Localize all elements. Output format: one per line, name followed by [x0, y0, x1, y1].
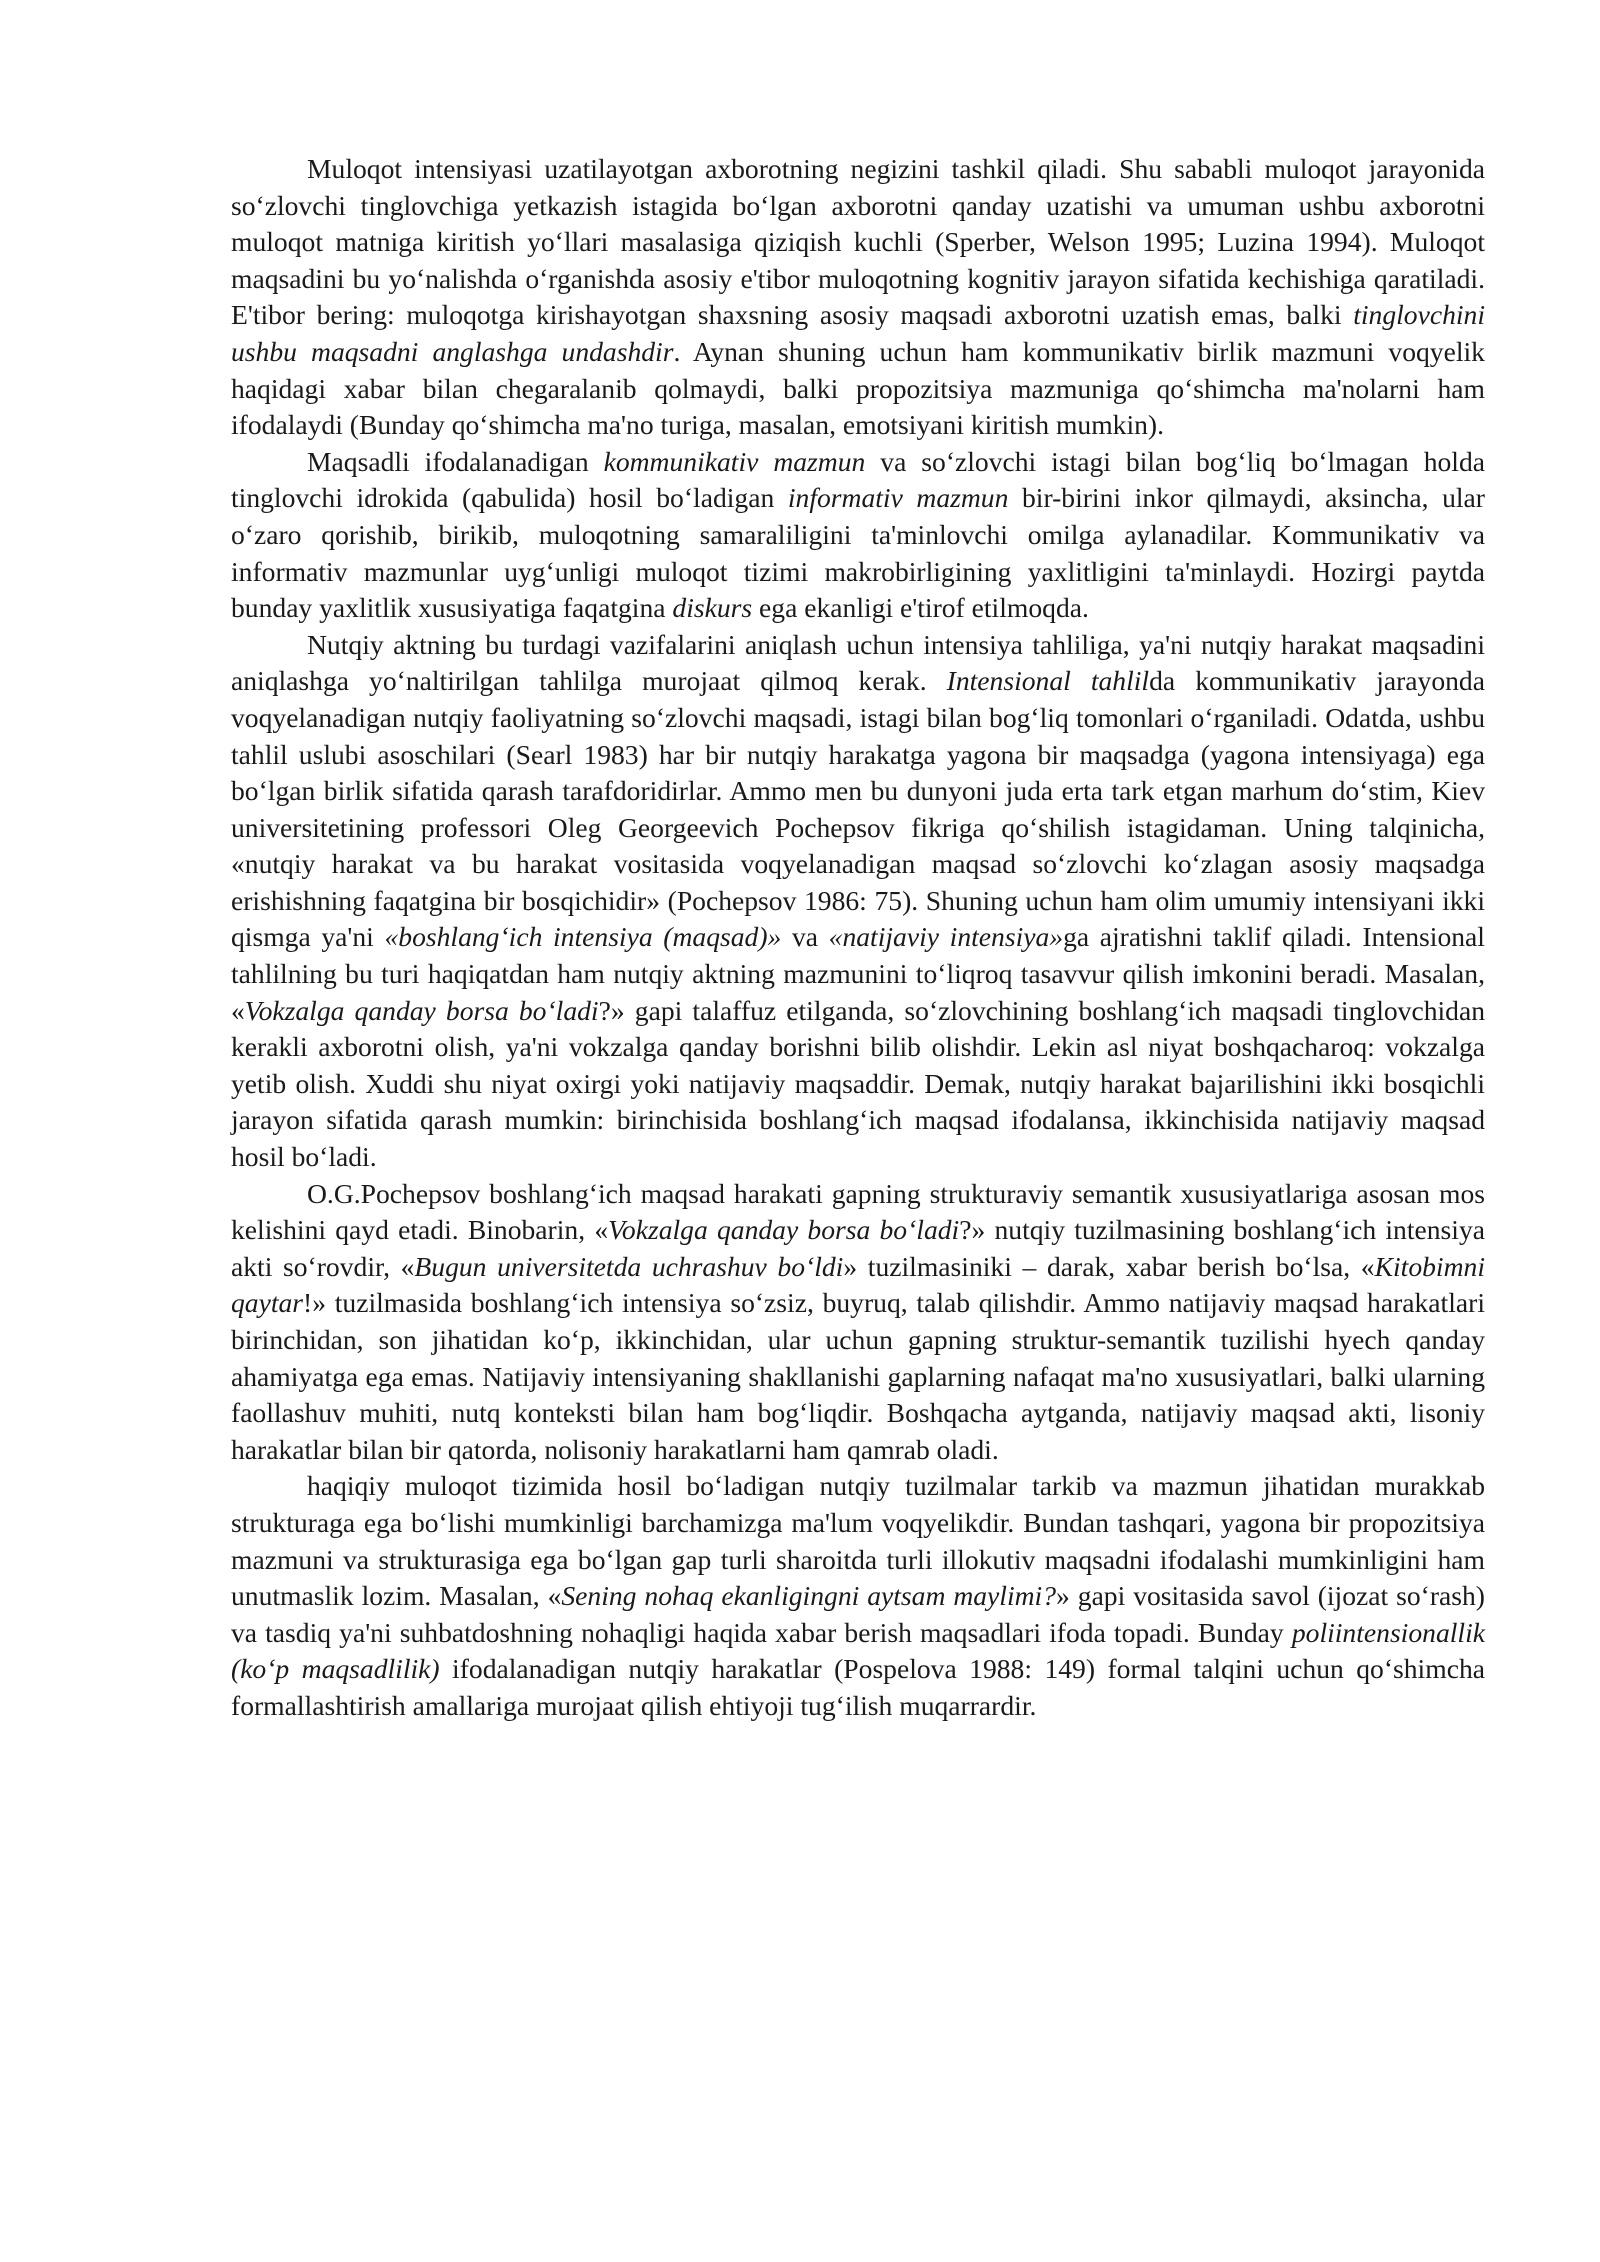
- text-run: » gapi vositasida savol (ijozat so‘rash) va tasdiq ya'ni suhbatdoshning nohaqligi haqida xabar berish maqsadlari ifoda topadi. Bunday: [231, 1580, 1485, 1648]
- italic-run: «natijaviy intensiya»: [828, 921, 1064, 953]
- paragraph-2: [231, 444, 1485, 627]
- text-run: haqiqiy muloqot tizimida hosil bo‘ladigan nutqiy tuzilmalar tarkib va mazmun jihatidan murakkab strukturaga ega bo‘lishi mumkinligi barchamizga ma'lum voqyelikdir. Bundan tashqari, yagona bir propozitsiya mazmuni va strukturasiga ega bo‘lgan gap turli sharoitda turli illokutiv maqsadni ifodalashi mumkinligini ham unutmaslik lozim. Masalan, «: [231, 1470, 1485, 1612]
- italic-run: Bugun universitetda uchrashuv bo‘ldi: [414, 1250, 844, 1282]
- paragraph-5: [231, 1468, 1485, 1724]
- italic-run: kommunikativ mazmun: [603, 445, 866, 477]
- text-run: » tuzilmasiniki – darak, xabar berish bo‘lsa, «: [843, 1250, 1375, 1282]
- paragraph-3: [231, 627, 1485, 1176]
- text-run: O.G.Pochepsov boshlang‘ich maqsad harakati gapning strukturaviy semantik xususiyatlariga asosan mos kelishini qayd etadi. Binobarin, «: [231, 1177, 1485, 1246]
- italic-run: informativ mazmun: [787, 482, 1009, 514]
- text-run: ?» gapi talaffuz etilganda, so‘zlovchining boshlang‘ich maqsadi tinglovchidan kerakli axborotni olish, ya'ni vokzalga qanday borishni bilib olishdir. Lekin asl niyat boshqacharoq: vokzalga yetib olish. Xuddi shu niyat oxirgi yoki natijaviy maqsaddir. Demak, nutqiy harakat bajarilishini ikki bosqichli jarayon sifatida qarash mumkin: birinchisida boshlang‘ich maqsad ifodalansa, ikkinchisida natijaviy maqsad hosil bo‘ladi.: [231, 994, 1486, 1173]
- text-run: da kommunikativ jarayonda voqyelanadigan nutqiy faoliyatning so‘zlovchi maqsadi, istagi bilan bog‘liq tomonlari o‘rganiladi. Odatda, ushbu tahlil uslubi asoschilari (Searl 1983) har bir nutqiy harakatga yagona bir maqsadga (yagona intensiyaga) ega bo‘lgan birlik sifatida qarash tarafdoridirlar. Ammo men bu dunyoni juda erta tark etgan marhum do‘stim, Kiev universitetining professori Oleg Georgeevich Pochepsov fikriga qo‘shilish istagidaman. Uning talqinicha, «nutqiy harakat va bu harakat vositasida voqyelanadigan maqsad so‘zlovchi ko‘zlagan asosiy maqsadga erishishning faqatgina bir bosqichidir» (Pochepsov 1986: 75). Shuning uchun ham olim umumiy intensiyani ikki qismga ya'ni: [231, 665, 1485, 953]
- italic-run: Vokzalga qanday borsa bo‘ladi: [608, 1214, 960, 1246]
- italic-run: poliintensionallik (ko‘p maqsadlilik): [231, 1616, 1485, 1685]
- italic-run: diskurs: [672, 592, 753, 624]
- text-run: bir-birini inkor qilmaydi, aksincha, ular o‘zaro qorishib, birikib, muloqotning samaraliligini ta'minlovchi omilga aylanadilar. Kommunikativ va informativ mazmunlar uyg‘unligi muloqot tizimi makrobirligining yaxlitligini ta'minlaydi. Hozirgi paytda bunday yaxlitlik xususiyatiga faqatgina: [231, 482, 1485, 624]
- text-run: . Aynan shuning uchun ham kommunikativ birlik mazmuni voqyelik haqidagi xabar bilan chegaralanib qolmaydi, balki propozitsiya mazmuniga qo‘shimcha ma'nolarni ham ifodalaydi (Bunday qo‘shimcha ma'no turiga, masalan, emotsiyani kiritish mumkin).: [231, 335, 1485, 441]
- text-run: ga ajratishni taklif qiladi. Intensional tahlilning bu turi haqiqatdan ham nutqiy aktning mazmunini to‘liqroq tasavvur qilish imkonini beradi. Masalan, «: [231, 921, 1485, 1026]
- italic-run: Kitobimni qaytar: [231, 1250, 1485, 1319]
- text-run: Muloqot intensiyasi uzatilayotgan axborotning negizini tashkil qiladi. Shu sababli muloqot jarayonida so‘zlovchi tinglovchiga yetkazish istagida bo‘lgan axborotni qanday uzatishi va umuman ushbu axborotni muloqot matniga kiritish yo‘llari masalasiga qiziqish kuchli (Sperber, Welson 1995; Luzina 1994). Muloqot maqsadini bu yo‘nalishda o‘rganishda asosiy e'tibor muloqotning kognitiv jarayon sifatida kechishiga qaratiladi. E'tibor bering: muloqotga kirishayotgan shaxsning asosiy maqsadi axborotni uzatish emas, balki: [231, 153, 1485, 331]
- text-run: ifodalanadigan nutqiy harakatlar (Pospelova 1988: 149) formal talqini uchun qo‘shimcha formallashtirish amallariga murojaat qilish ehtiyoji tug‘ilish muqarrardir.: [231, 1653, 1485, 1721]
- text-run: !» tuzilmasida boshlang‘ich intensiya so‘zsiz, buyruq, talab qilishdir. Ammo natijaviy maqsad harakatlari birinchidan, son jihatidan ko‘p, ikkinchidan, ular uchun gapning struktur-semantik tuzilishi hyech qanday ahamiyatga ega emas. Natijaviy intensiyaning shakllanishi gaplarning nafaqat ma'no xususiyatlari, balki ularning faollashuv muhiti, nutq konteksti bilan ham bog‘liqdir. Boshqacha aytganda, natijaviy maqsad akti, lisoniy harakatlar bilan bir qatorda, nolisoniy harakatlarni ham qamrab oladi.: [231, 1287, 1485, 1465]
- text-run: ega ekanligi e'tirof etilmoqda.: [752, 592, 1089, 624]
- text-run: va: [781, 921, 829, 953]
- italic-run: Sening nohaq ekanligingni aytsam maylimi?: [561, 1580, 1057, 1612]
- text-run: Maqsadli ifodalanadigan: [307, 445, 604, 477]
- italic-run: tinglovchini ushbu maqsadni anglashga undashdir: [231, 299, 1485, 367]
- paragraph-4: [231, 1176, 1485, 1469]
- italic-run: «boshlang‘ich intensiya (maqsad)»: [384, 921, 782, 953]
- italic-run: Vokzalga qanday borsa bo‘ladi: [244, 994, 599, 1026]
- document-page: [231, 151, 1485, 1725]
- italic-run: Intensional tahlil: [946, 665, 1150, 697]
- text-run: Nutqiy aktning bu turdagi vazifalarini aniqlash uchun intensiya tahliliga, ya'ni nutqiy harakat maqsadini aniqlashga yo‘naltirilgan tahlilga murojaat qilmoq kerak.: [231, 628, 1485, 697]
- text-run: ?» nutqiy tuzilmasining boshlang‘ich intensiya akti so‘rovdir, «: [231, 1214, 1486, 1282]
- paragraph-1: [231, 151, 1485, 444]
- text-run: va so‘zlovchi istagi bilan bog‘liq bo‘lmagan holda tinglovchi idrokida (qabulida) hosil bo‘ladigan: [231, 445, 1485, 514]
